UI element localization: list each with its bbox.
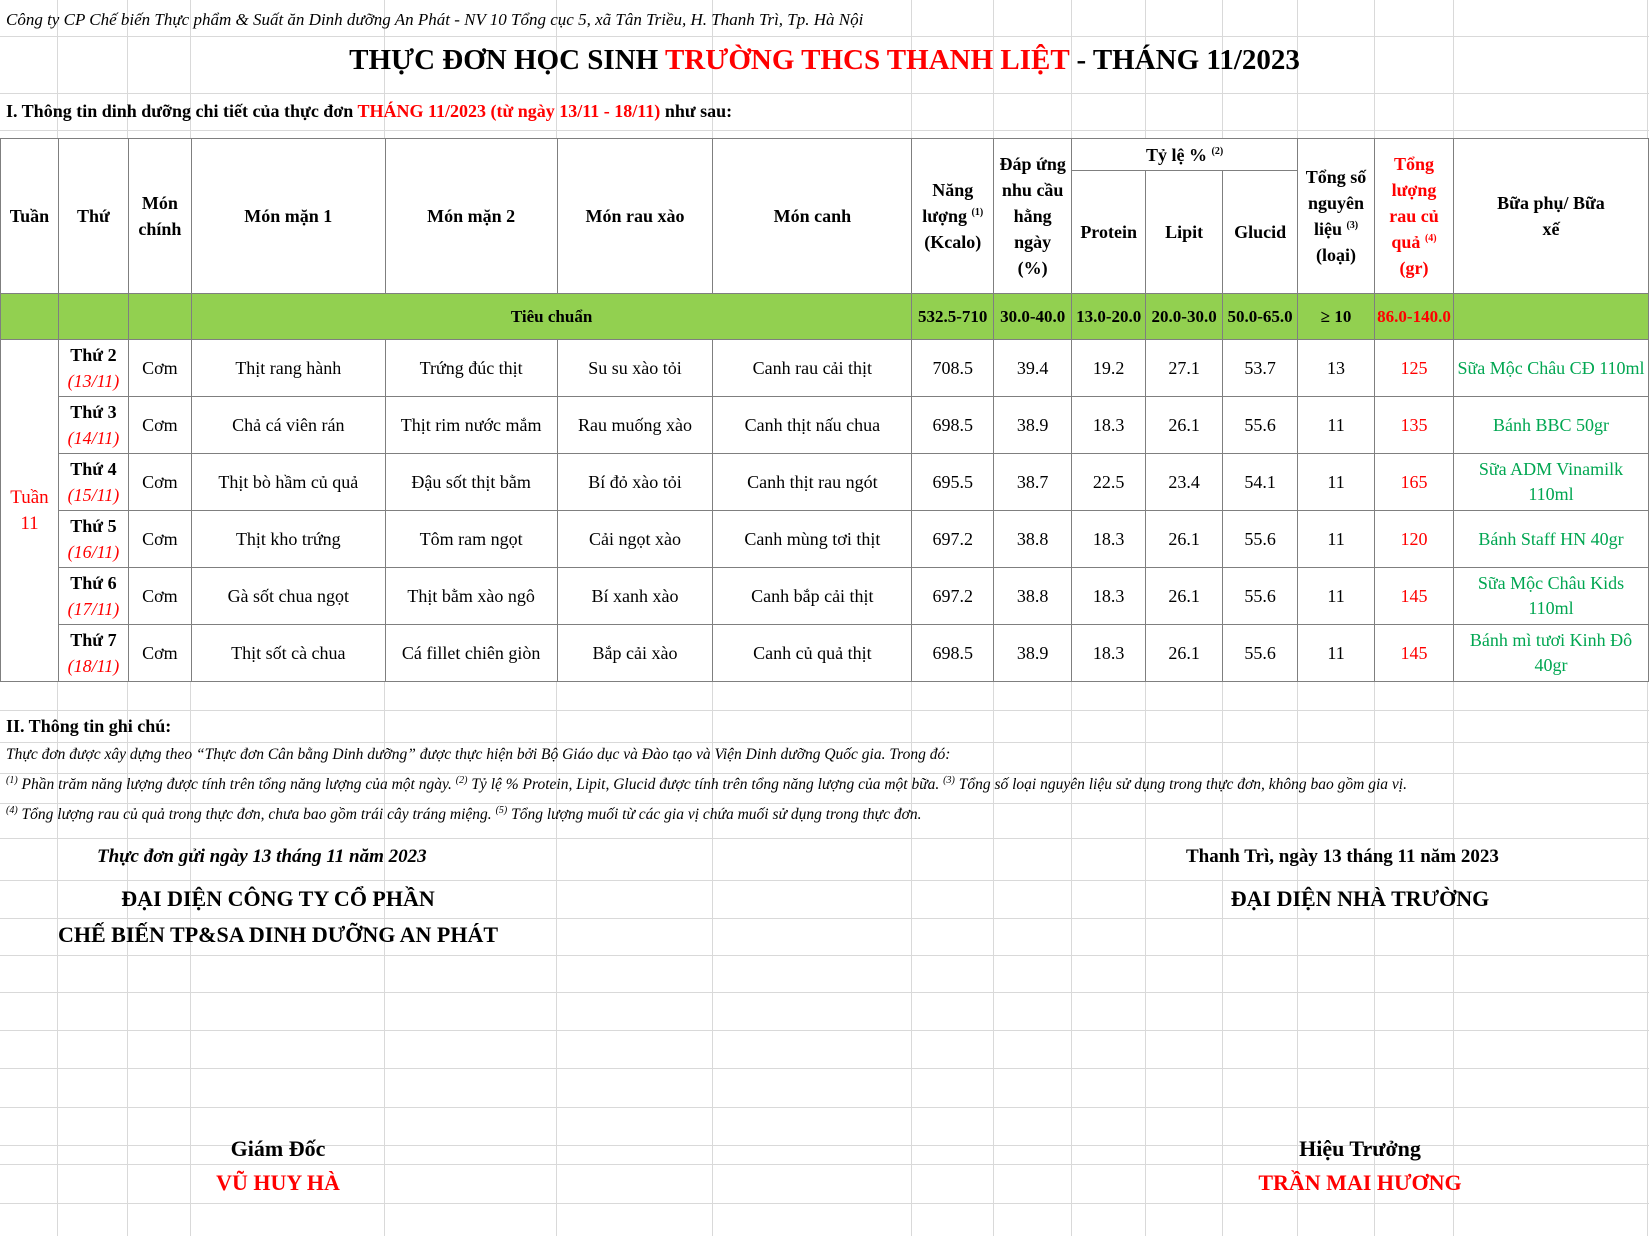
energy-cell: 698.5 — [912, 625, 994, 682]
menu-row — [1, 397, 1649, 454]
place-date: Thanh Trì, ngày 13 tháng 11 năm 2023 — [1186, 846, 1499, 867]
day-cell — [58, 454, 128, 511]
protein-cell: 18.3 — [1072, 511, 1146, 568]
protein-cell: 22.5 — [1072, 454, 1146, 511]
note1: Phần trăm năng lượng được tính trên tổng năng lượng của một ngày. — [17, 776, 456, 793]
section1-prefix: I. Thông tin dinh dưỡng chi tiết của thực đơn — [6, 101, 358, 121]
week-cell: Tuần 11 — [1, 340, 59, 682]
header-lipit: Lipit — [1146, 171, 1223, 294]
day-date: (13/11) — [67, 371, 120, 391]
ingredients-cell: 11 — [1298, 397, 1375, 454]
energy-cell: 697.2 — [912, 511, 994, 568]
day-cell — [58, 568, 128, 625]
header-ratio-sup: (2) — [1211, 145, 1224, 157]
glucid-cell: 55.6 — [1223, 568, 1298, 625]
veg-cell: Cải ngọt xào — [557, 511, 713, 568]
snack-cell: Bánh BBC 50gr — [1453, 397, 1648, 454]
day-date: (18/11) — [67, 656, 120, 676]
header-ingredients-unit: (loại) — [1316, 245, 1357, 265]
soup-cell: Canh bắp cải thịt — [713, 568, 912, 625]
main-dish-cell: Cơm — [128, 568, 191, 625]
header-need-label: Đáp ứng nhu cầu hằng ngày — [999, 154, 1066, 252]
veg-total-cell: 125 — [1375, 340, 1454, 397]
company-line: Công ty CP Chế biến Thực phẩm & Suất ăn Dinh dưỡng An Phát - NV 10 Tổng cục 5, xã Tân Triều, H. Thanh Trì, Tp. Hà Nội — [6, 10, 864, 29]
main-dish-cell: Cơm — [128, 625, 191, 682]
day-cell — [58, 397, 128, 454]
standard-ingredients: ≥ 10 — [1298, 294, 1375, 340]
snack-cell: Bánh mì tươi Kinh Đô 40gr — [1453, 625, 1648, 682]
lipit-cell: 26.1 — [1146, 568, 1223, 625]
salty1-cell: Gà sốt chua ngọt — [191, 568, 385, 625]
note-line-2 — [6, 806, 922, 824]
sent-date: Thực đơn gửi ngày 13 tháng 11 năm 2023 — [97, 846, 427, 867]
header-ingredients — [1298, 139, 1375, 294]
standard-glucid: 50.0-65.0 — [1223, 294, 1298, 340]
salty1-cell: Thịt rang hành — [191, 340, 385, 397]
section1-suffix: như sau: — [660, 101, 733, 121]
menu-row — [1, 625, 1649, 682]
standard-need: 30.0-40.0 — [994, 294, 1072, 340]
protein-cell: 18.3 — [1072, 625, 1146, 682]
menu-row — [1, 511, 1649, 568]
soup-cell: Canh thịt nấu chua — [713, 397, 912, 454]
salty1-cell: Thịt bò hầm củ quả — [191, 454, 385, 511]
need-cell: 39.4 — [994, 340, 1072, 397]
day-label: Thứ 7 — [70, 630, 117, 650]
need-cell: 38.9 — [994, 625, 1072, 682]
snack-cell: Sữa Mộc Châu Kids 110ml — [1453, 568, 1648, 625]
director-name: VŨ HUY HÀ — [216, 1170, 340, 1195]
standard-protein: 13.0-20.0 — [1072, 294, 1146, 340]
note1-sup: (1) — [6, 774, 18, 786]
veg-total-cell: 120 — [1375, 511, 1454, 568]
veg-total-cell: 145 — [1375, 568, 1454, 625]
standard-empty — [58, 294, 128, 340]
header-ratio — [1072, 139, 1298, 171]
header-need-unit: (%) — [1017, 258, 1048, 278]
menu-row — [1, 454, 1649, 511]
standard-label: Tiêu chuẩn — [191, 294, 911, 340]
note3-sup: (3) — [943, 774, 955, 786]
note5-sup: (5) — [495, 804, 508, 816]
day-date: (14/11) — [67, 428, 120, 448]
main-dish-cell: Cơm — [128, 511, 191, 568]
header-ratio-label: Tỷ lệ % — [1146, 144, 1208, 165]
menu-table — [0, 138, 1649, 682]
snack-cell: Sữa ADM Vinamilk 110ml — [1453, 454, 1648, 511]
menu-row — [1, 568, 1649, 625]
main-dish-cell: Cơm — [128, 454, 191, 511]
note2-sup: (2) — [455, 774, 468, 786]
header-snack: Bữa phụ/ Bữa xế — [1453, 139, 1648, 294]
salty1-cell: Thịt kho trứng — [191, 511, 385, 568]
header-energy-unit: (Kcalo) — [924, 232, 982, 252]
veg-total-cell: 135 — [1375, 397, 1454, 454]
ingredients-cell: 11 — [1298, 454, 1375, 511]
soup-cell: Canh mùng tơi thịt — [713, 511, 912, 568]
school-name: TRƯỜNG THCS THANH LIỆT — [664, 44, 1070, 76]
main-dish-cell: Cơm — [128, 340, 191, 397]
note-intro: Thực đơn được xây dựng theo “Thực đơn Cân bằng Dinh dưỡng” được thực hiện bởi Bộ Giáo dục và Đào tạo và Viện Dinh dưỡng Quốc gia. Trong đó: — [6, 746, 951, 763]
standard-energy: 532.5-710 — [912, 294, 994, 340]
main-dish-cell: Cơm — [128, 397, 191, 454]
note5: Tổng lượng muối từ các gia vị chứa muối sử dụng trong thực đơn. — [507, 806, 922, 823]
day-cell — [58, 340, 128, 397]
lipit-cell: 27.1 — [1146, 340, 1223, 397]
standard-lipit: 20.0-30.0 — [1146, 294, 1223, 340]
glucid-cell: 54.1 — [1223, 454, 1298, 511]
energy-cell: 697.2 — [912, 568, 994, 625]
lipit-cell: 23.4 — [1146, 454, 1223, 511]
header-main: Món chính — [128, 139, 191, 294]
company-rep-line1: ĐẠI DIỆN CÔNG TY CỔ PHẦN — [121, 886, 435, 911]
section1-period: THÁNG 11/2023 (từ ngày 13/11 - 18/11) — [357, 101, 661, 121]
salty1-cell: Thịt sốt cà chua — [191, 625, 385, 682]
need-cell: 38.8 — [994, 511, 1072, 568]
header-protein: Protein — [1072, 171, 1146, 294]
day-label: Thứ 4 — [70, 459, 117, 479]
glucid-cell: 55.6 — [1223, 397, 1298, 454]
salty2-cell: Đậu sốt thịt bằm — [385, 454, 557, 511]
standard-row — [1, 294, 1649, 340]
protein-cell: 18.3 — [1072, 397, 1146, 454]
protein-cell: 18.3 — [1072, 568, 1146, 625]
header-veg-total-unit: (gr) — [1399, 258, 1429, 278]
veg-total-cell: 165 — [1375, 454, 1454, 511]
note3: Tổng số loại nguyên liệu sử dụng trong thực đơn, không bao gồm gia vị. — [954, 776, 1407, 793]
veg-cell: Bí xanh xào — [557, 568, 713, 625]
header-ingredients-label: Tổng số nguyên liệu — [1305, 167, 1367, 239]
soup-cell: Canh củ quả thịt — [713, 625, 912, 682]
header-veg-total-sup: (4) — [1424, 233, 1437, 244]
salty2-cell: Thịt bằm xào ngô — [385, 568, 557, 625]
glucid-cell: 53.7 — [1223, 340, 1298, 397]
day-date: (17/11) — [67, 599, 120, 619]
menu-row — [1, 340, 1649, 397]
day-cell — [58, 511, 128, 568]
day-label: Thứ 2 — [70, 345, 117, 365]
standard-empty — [1, 294, 59, 340]
energy-cell: 698.5 — [912, 397, 994, 454]
veg-cell: Rau muống xào — [557, 397, 713, 454]
salty2-cell: Trứng đúc thịt — [385, 340, 557, 397]
title-part2: - THÁNG 11/2023 — [1069, 44, 1300, 76]
veg-cell: Su su xào tỏi — [557, 340, 713, 397]
veg-total-cell: 145 — [1375, 625, 1454, 682]
director-title: Giám Đốc — [230, 1136, 326, 1161]
glucid-cell: 55.6 — [1223, 625, 1298, 682]
header-energy-label: Năng lượng — [922, 180, 974, 226]
soup-cell: Canh thịt rau ngót — [713, 454, 912, 511]
page-title — [0, 44, 1649, 77]
veg-cell: Bắp cải xào — [557, 625, 713, 682]
energy-cell: 695.5 — [912, 454, 994, 511]
header-salty1: Món mặn 1 — [191, 139, 385, 294]
school-rep: ĐẠI DIỆN NHÀ TRƯỜNG — [1230, 886, 1490, 911]
standard-empty — [128, 294, 191, 340]
section2-title: II. Thông tin ghi chú: — [6, 716, 172, 736]
lipit-cell: 26.1 — [1146, 625, 1223, 682]
lipit-cell: 26.1 — [1146, 511, 1223, 568]
header-energy-sup: (1) — [971, 207, 984, 218]
company-rep-line2: CHẾ BIẾN TP&SA DINH DƯỠNG AN PHÁT — [57, 922, 499, 947]
salty2-cell: Thịt rim nước mắm — [385, 397, 557, 454]
note-line-1 — [6, 776, 1407, 794]
title-part1: THỰC ĐƠN HỌC SINH — [349, 44, 665, 76]
day-label: Thứ 5 — [70, 516, 117, 536]
ingredients-cell: 11 — [1298, 568, 1375, 625]
header-veg-total-label: Tổng lượng rau củ quả — [1389, 154, 1439, 252]
header-day: Thứ — [58, 139, 128, 294]
principal-name: TRẦN MAI HƯƠNG — [1258, 1170, 1462, 1195]
ingredients-cell: 11 — [1298, 511, 1375, 568]
header-salty2: Món mặn 2 — [385, 139, 557, 294]
header-week: Tuần — [1, 139, 59, 294]
section1-title — [6, 101, 732, 122]
salty2-cell: Tôm ram ngọt — [385, 511, 557, 568]
glucid-cell: 55.6 — [1223, 511, 1298, 568]
ingredients-cell: 11 — [1298, 625, 1375, 682]
need-cell: 38.9 — [994, 397, 1072, 454]
header-soup: Món canh — [713, 139, 912, 294]
note4: Tổng lượng rau củ quả trong thực đơn, chưa bao gồm trái cây tráng miệng. — [17, 806, 496, 823]
need-cell: 38.7 — [994, 454, 1072, 511]
header-energy — [912, 139, 994, 294]
day-date: (15/11) — [67, 485, 120, 505]
principal-title: Hiệu Trưởng — [1299, 1136, 1421, 1161]
salty1-cell: Chả cá viên rán — [191, 397, 385, 454]
header-veg-total — [1375, 139, 1454, 294]
header-glucid: Glucid — [1223, 171, 1298, 294]
snack-cell: Bánh Staff HN 40gr — [1453, 511, 1648, 568]
ingredients-cell: 13 — [1298, 340, 1375, 397]
snack-cell: Sữa Mộc Châu CĐ 110ml — [1453, 340, 1648, 397]
standard-veg-total: 86.0-140.0 — [1375, 294, 1454, 340]
salty2-cell: Cá fillet chiên giòn — [385, 625, 557, 682]
veg-cell: Bí đỏ xào tỏi — [557, 454, 713, 511]
standard-snack — [1453, 294, 1648, 340]
need-cell: 38.8 — [994, 568, 1072, 625]
day-date: (16/11) — [67, 542, 120, 562]
day-label: Thứ 3 — [70, 402, 117, 422]
day-cell — [58, 625, 128, 682]
note2: Tỷ lệ % Protein, Lipit, Glucid được tính trên tổng năng lượng của một bữa. — [467, 776, 944, 793]
protein-cell: 19.2 — [1072, 340, 1146, 397]
lipit-cell: 26.1 — [1146, 397, 1223, 454]
header-ingredients-sup: (3) — [1346, 220, 1359, 231]
soup-cell: Canh rau cải thịt — [713, 340, 912, 397]
energy-cell: 708.5 — [912, 340, 994, 397]
day-label: Thứ 6 — [70, 573, 117, 593]
header-veg: Món rau xào — [557, 139, 713, 294]
header-need — [994, 139, 1072, 294]
note4-sup: (4) — [6, 804, 18, 816]
